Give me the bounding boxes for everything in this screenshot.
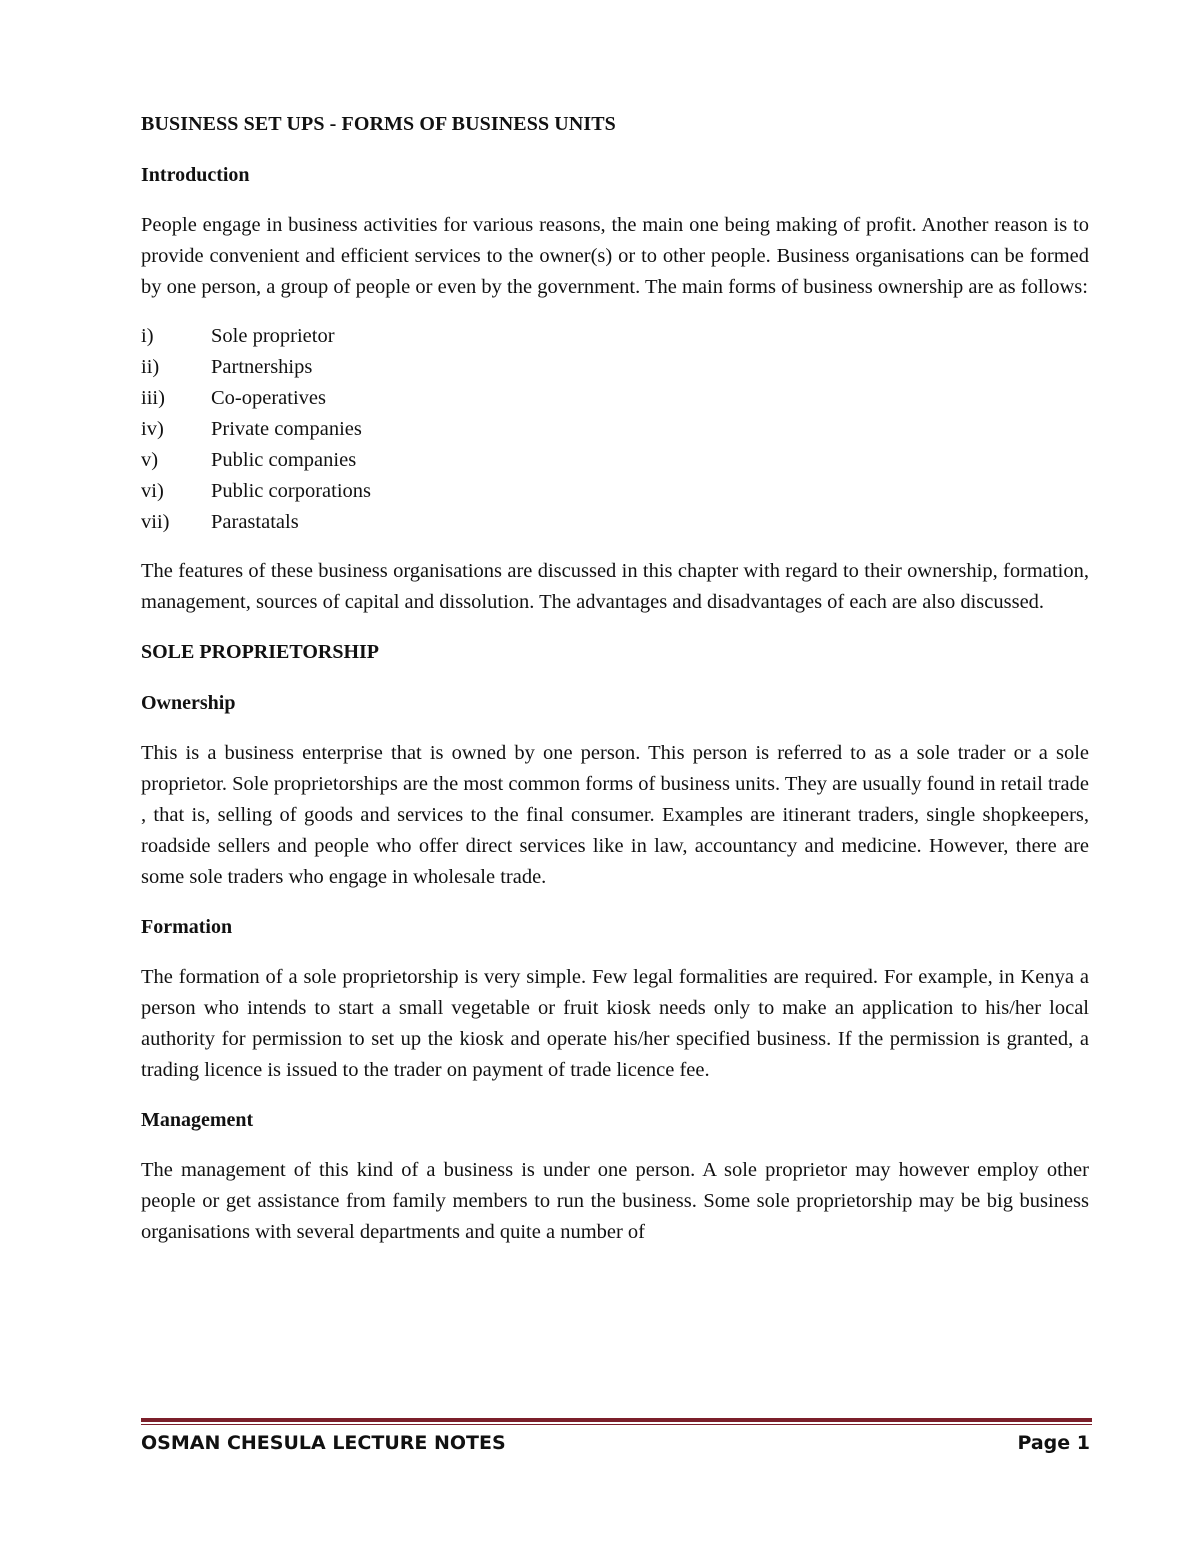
footer-rule-thick [141,1418,1092,1422]
list-item-label: Parastatals [211,511,299,533]
list-item-label: Sole proprietor [211,325,335,347]
list-item [141,476,1089,507]
list-item-label: Co-operatives [211,387,326,409]
list-item [141,414,1089,445]
list-item [141,383,1089,414]
sole-proprietorship-heading: SOLE PROPRIETORSHIP [141,641,380,663]
management-paragraph: The management of this kind of a business is under one person. A sole proprietor may however employ other people or get assistance from family members to run the business. Some sole proprietorship may be big business organisations with several departments and quite a number of [141,1159,1089,1243]
list-item-label: Private companies [211,418,362,440]
page-number: Page 1 [1017,1432,1090,1454]
formation-heading: Formation [141,916,233,938]
list-item-number: v) [141,449,159,471]
list-item [141,321,1089,352]
features-paragraph: The features of these business organisations are discussed in this chapter with regard to their ownership, formation, management, sources of capital and dissolution. The advantages and disadvantages of each are also discussed. [141,560,1089,613]
list-item-number: vii) [141,511,170,533]
list-item-label: Partnerships [211,356,313,378]
list-item-label: Public corporations [211,480,371,502]
list-item-number: iii) [141,387,165,409]
ownership-heading: Ownership [141,692,236,714]
document-title: BUSINESS SET UPS - FORMS OF BUSINESS UNITS [141,113,616,135]
list-item-number: ii) [141,356,160,378]
intro-heading: Introduction [141,164,250,186]
list-item-number: i) [141,325,154,347]
footer-author: OSMAN CHESULA LECTURE NOTES [141,1432,506,1454]
list-item [141,507,1089,538]
page-content [141,108,1089,1266]
list-item [141,352,1089,383]
list-item-number: vi) [141,480,164,502]
list-item-number: iv) [141,418,164,440]
list-item-label: Public companies [211,449,357,471]
formation-paragraph: The formation of a sole proprietorship is very simple. Few legal formalities are required. For example, in Kenya a person who intends to start a small vegetable or fruit kiosk needs only to make an application to his/her local authority for permission to set up the kiosk and operate his/her specified business. If the permission is granted, a trading licence is issued to the trader on payment of trade licence fee. [141,966,1089,1081]
intro-paragraph: People engage in business activities for various reasons, the main one being making of profit. Another reason is to provide convenient and efficient services to the owner(s) or to other people. Business organisations can be formed by one person, a group of people or even by the government. The main forms of business ownership are as follows: [141,214,1089,298]
ownership-paragraph: This is a business enterprise that is owned by one person. This person is referred to as a sole trader or a sole proprietor. Sole proprietorships are the most common forms of business units. They are usually found in retail trade , that is, selling of goods and services to the final consumer. Examples are itinerant traders, single shopkeepers, roadside sellers and people who offer direct services like in law, accountancy and medicine. However, there are some sole traders who engage in wholesale trade. [141,742,1089,888]
business-forms-list [141,321,1089,538]
footer-rule-thin [141,1424,1092,1425]
list-item [141,445,1089,476]
management-heading: Management [141,1109,254,1131]
